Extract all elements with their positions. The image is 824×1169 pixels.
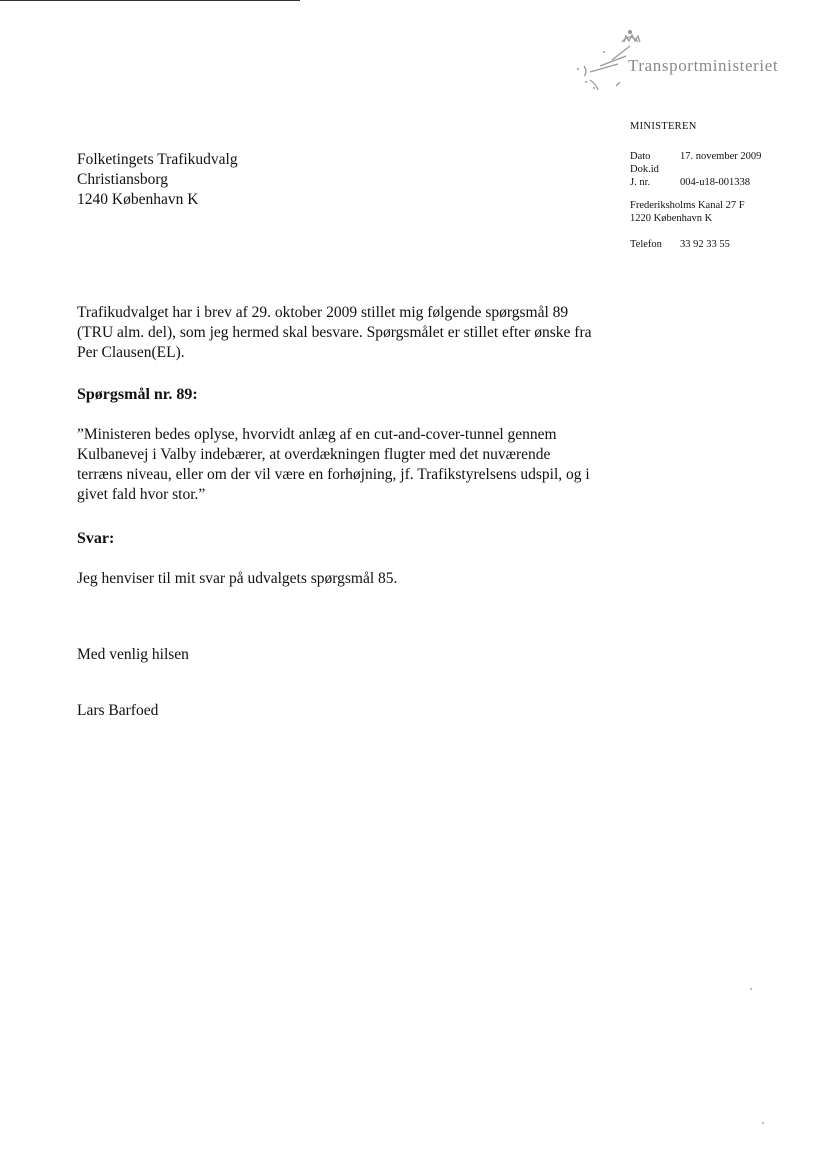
sender-title: MINISTEREN <box>630 121 697 132</box>
ministry-logo <box>560 22 800 102</box>
meta-row-journal <box>630 176 761 189</box>
meta-label: Dok.id <box>630 164 659 175</box>
recipient-line: Christiansborg <box>77 171 168 188</box>
phone-label: Telefon <box>630 239 662 250</box>
recipient-line: 1240 København K <box>77 191 199 208</box>
question-text: ”Ministeren bedes oplyse, hvorvidt anlæg af en cut-and-cover-tunnel gennem Kulbanevej i Valby indebærer, at overdækningen flugter med det nuværende terræns niveau, eller om der vil være en forhøjning, jf. Trafikstyrelsens udspil, og i givet fald hvor stor.” <box>77 426 590 503</box>
sender-address-line: Frederiksholms Kanal 27 F <box>630 200 745 211</box>
recipient-address <box>77 150 238 210</box>
meta-value: 004-u18-001338 <box>680 177 750 188</box>
answer-text: Jeg henviser til mit svar på udvalgets spørgsmål 85. <box>77 570 398 587</box>
signature: Lars Barfoed <box>77 702 159 719</box>
meta-value: 17. november 2009 <box>680 151 762 162</box>
meta-label: Dato <box>630 151 651 162</box>
meta-row-date <box>630 150 761 163</box>
scan-speck <box>762 1122 764 1124</box>
meta-label: J. nr. <box>630 177 651 188</box>
sender-phone <box>630 239 730 250</box>
sender-address-line: 1220 København K <box>630 213 713 224</box>
phone-value: 33 92 33 55 <box>680 239 730 250</box>
sender-address <box>630 199 745 225</box>
meta-row-docid <box>630 163 761 176</box>
answer-heading: Svar: <box>77 530 115 547</box>
scan-speck <box>750 988 752 990</box>
question-heading: Spørgsmål nr. 89: <box>77 386 198 403</box>
top-rule <box>0 0 300 1</box>
recipient-line: Folketingets Trafikudvalg <box>77 151 238 168</box>
ministry-name: Transportministeriet <box>628 56 779 75</box>
intro-paragraph: Trafikudvalget har i brev af 29. oktober 2009 stillet mig følgende spørgsmål 89 (TRU alm. del), som jeg hermed skal besvare. Spørgsmålet er stillet efter ønske fra Per Clausen(EL). <box>77 304 592 361</box>
letter-body <box>77 303 597 721</box>
document-meta <box>630 150 761 189</box>
closing: Med venlig hilsen <box>77 646 189 663</box>
